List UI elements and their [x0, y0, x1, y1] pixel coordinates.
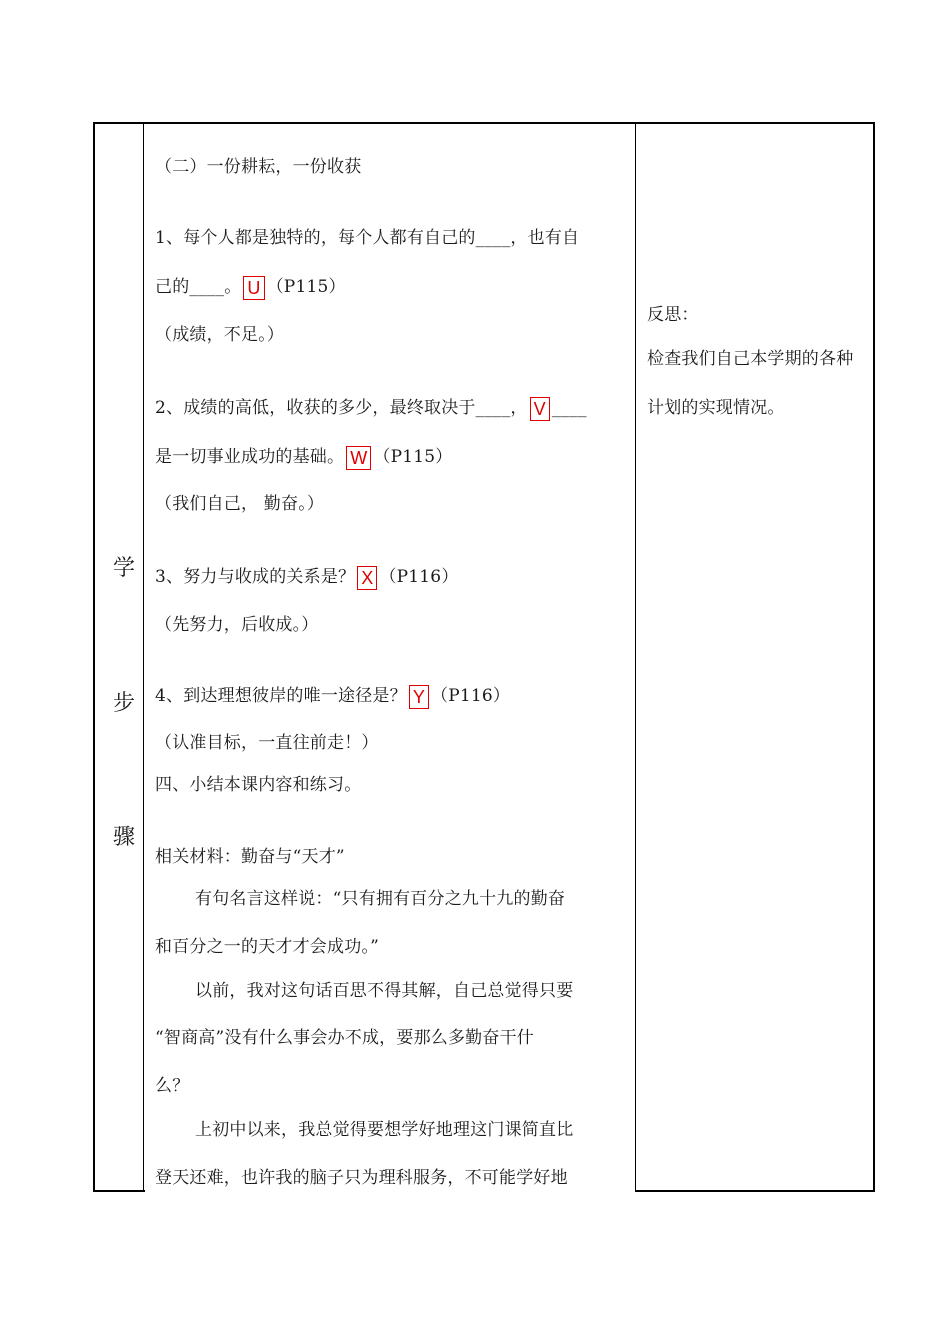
q1-marker: U [243, 276, 264, 300]
section-title: （二）一份耕耘，一份收获 [155, 157, 362, 177]
side-label-char-2: 步 [113, 691, 136, 716]
material-p3-line1: 上初中以来，我总觉得要想学好地理这门课简直比 [195, 1120, 574, 1140]
side-label-char-3: 骤 [113, 825, 136, 850]
q2-line2-text: 是一切事业成功的基础。 [155, 447, 345, 467]
q2-line1-blank: ____ [551, 398, 587, 418]
q3-page-ref: （P116） [379, 567, 459, 587]
material-p1-line2: 和百分之一的天才才会成功。” [155, 937, 379, 957]
side-label-char-1: 学 [113, 556, 136, 581]
q2-line1 [155, 393, 587, 421]
reflection-line1: 检查我们自己本学期的各种 [647, 349, 854, 369]
q1-line2 [155, 272, 346, 300]
q1-line2-text: 己的____。 [155, 277, 242, 297]
q4-page-ref: （P116） [431, 686, 511, 706]
q2-page-ref: （P115） [373, 447, 453, 467]
table-bottom-border-left [95, 1190, 145, 1192]
table-bottom-border-right [635, 1190, 873, 1192]
q1-page-ref: （P115） [266, 277, 346, 297]
q3-text: 3、努力与收成的关系是？ [155, 567, 356, 587]
material-p3-line2: 登天还难，也许我的脑子只为理科服务，不可能学好地 [155, 1168, 568, 1188]
q1-line1: 1、每个人都是独特的，每个人都有自己的____，也有自 [155, 228, 580, 248]
q2-line1-text: 2、成绩的高低，收获的多少，最终取决于____， [155, 398, 528, 418]
column-divider-left [143, 124, 144, 1192]
q4-line [155, 681, 510, 709]
summary-line: 四、小结本课内容和练习。 [155, 775, 362, 795]
q2-marker-2: W [346, 446, 371, 470]
q3-marker: X [357, 566, 377, 590]
column-divider-right [635, 124, 636, 1192]
material-p2-line3: 么？ [155, 1076, 190, 1096]
lesson-table [93, 122, 875, 1192]
q2-marker-1: V [530, 397, 550, 421]
q4-text: 4、到达理想彼岸的唯一途径是？ [155, 686, 407, 706]
q2-answer: （我们自己， 勤奋。） [155, 494, 325, 514]
q2-line2 [155, 442, 453, 470]
material-p1-line1: 有句名言这样说：“只有拥有百分之九十九的勤奋 [195, 889, 566, 909]
q4-answer: （认准目标，一直往前走！） [155, 733, 379, 753]
q3-answer: （先努力，后收成。） [155, 615, 319, 635]
q1-answer: （成绩，不足。） [155, 325, 285, 345]
reflection-line2: 计划的实现情况。 [647, 398, 785, 418]
material-title: 相关材料：勤奋与“天才” [155, 847, 345, 867]
q3-line [155, 562, 459, 590]
material-p2-line2: “智商高”没有什么事会办不成，要那么多勤奋干什 [155, 1028, 534, 1048]
q4-marker: Y [409, 685, 429, 709]
reflection-title: 反思： [647, 305, 699, 325]
material-p2-line1: 以前，我对这句话百思不得其解，自己总觉得只要 [195, 981, 574, 1001]
